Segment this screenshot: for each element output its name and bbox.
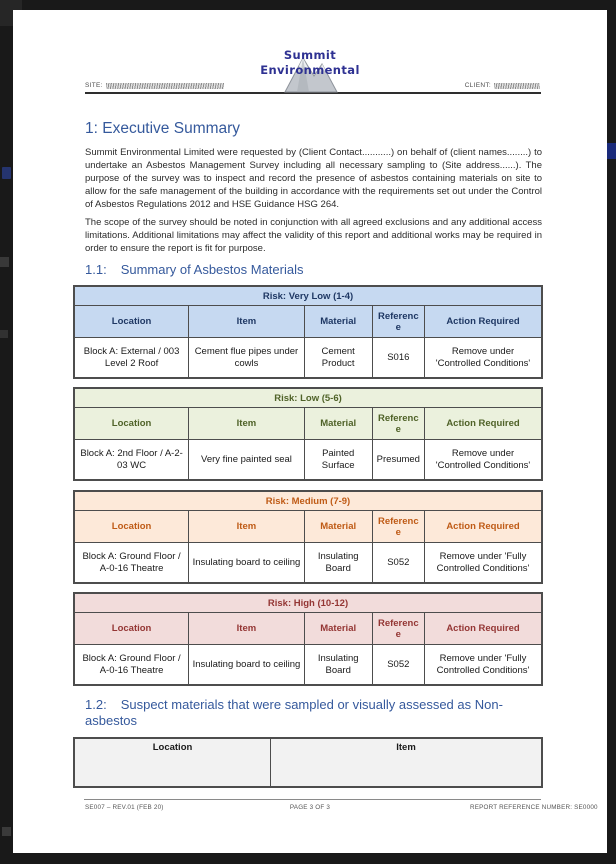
background-artifact: [0, 330, 8, 338]
section-number: 1.2:: [85, 697, 107, 712]
col-header-reference: Reference: [372, 306, 424, 338]
client-redacted-value: [494, 83, 540, 89]
risk-table-low: [73, 387, 543, 481]
cell-material: Insulating Board: [304, 645, 372, 686]
logo-line1: Summit: [283, 48, 337, 62]
col-header-material: Material: [304, 306, 372, 338]
footer-revision: SE007 – REV.01 (FEB 20): [85, 804, 164, 811]
cell-action: Remove under 'Controlled Conditions': [425, 440, 542, 481]
background-artifact: [2, 827, 11, 836]
col-header-location: Location: [74, 511, 189, 543]
table-row: [74, 543, 542, 584]
table-row: [74, 440, 542, 481]
risk-band-title: Risk: Very Low (1-4): [74, 286, 542, 306]
table-row: [74, 645, 542, 686]
col-header-material: Material: [304, 511, 372, 543]
client-field: [465, 82, 540, 89]
col-header-reference: Reference: [372, 408, 424, 440]
table-row: [74, 738, 542, 787]
section-title: Suspect materials that were sampled or visually assessed as Non-asbestos: [85, 697, 503, 728]
cell-item: Very fine painted seal: [189, 440, 305, 481]
col-header-item: Item: [189, 613, 305, 645]
page-title: 1: Executive Summary: [85, 120, 241, 137]
footer-report-reference: REPORT REFERENCE NUMBER: SE0000: [470, 804, 598, 811]
cell-action: Remove under 'Fully Controlled Conditions': [425, 543, 542, 584]
intro-paragraph: Summit Environmental Limited were requested by (Client Contact...........) on behalf of (client names........) to undertake an Asbestos Management Survey including all necessary sampling to (Site address......). The purpose of the survey was to inspect and record the presence of asbestos containing materials on site to allow for the safe management of the building in accordance with the requirements set out under the Control of Asbestos Regulations 2012 and HSE Guidance HSG 264.: [85, 147, 542, 210]
cell-reference: S052: [372, 645, 424, 686]
cell-reference: Presumed: [372, 440, 424, 481]
cell-location: Block A: Ground Floor / A-0-16 Theatre: [74, 645, 189, 686]
cell-location: Block A: External / 003 Level 2 Roof: [74, 338, 189, 379]
col-header-action: Action Required: [425, 306, 542, 338]
cell-item: Cement flue pipes under cowls: [189, 338, 305, 379]
col-header-action: Action Required: [425, 613, 542, 645]
col-header-item: Item: [189, 306, 305, 338]
col-header-location: Location: [74, 738, 271, 787]
col-header-reference: Reference: [372, 613, 424, 645]
company-logo: [13, 48, 607, 100]
col-header-item: Item: [189, 408, 305, 440]
col-header-action: Action Required: [425, 408, 542, 440]
cell-action: Remove under 'Controlled Conditions': [425, 338, 542, 379]
risk-table-medium: [73, 490, 543, 584]
cell-location: Block A: Ground Floor / A-0-16 Theatre: [74, 543, 189, 584]
risk-table-high: [73, 592, 543, 686]
col-header-item: Item: [189, 511, 305, 543]
col-header-item: Item: [271, 738, 542, 787]
footer-page-number: PAGE 3 OF 3: [289, 804, 331, 811]
site-label: SITE:: [85, 82, 103, 89]
col-header-material: Material: [304, 408, 372, 440]
background-artifact: [0, 257, 9, 267]
non-asbestos-table: [73, 737, 543, 788]
cell-material: Insulating Board: [304, 543, 372, 584]
cell-material: Cement Product: [304, 338, 372, 379]
col-header-material: Material: [304, 613, 372, 645]
site-redacted-value: [106, 83, 224, 89]
col-header-location: Location: [74, 613, 189, 645]
section-number: 1.1:: [85, 262, 107, 277]
risk-band-title: Risk: High (10-12): [74, 593, 542, 613]
cell-reference: S052: [372, 543, 424, 584]
cell-material: Painted Surface: [304, 440, 372, 481]
section-heading-1-1: [85, 262, 543, 278]
col-header-action: Action Required: [425, 511, 542, 543]
client-label: CLIENT:: [464, 82, 491, 89]
risk-band-title: Risk: Low (5-6): [74, 388, 542, 408]
risk-table-very-low: [73, 285, 543, 379]
site-field: [85, 82, 224, 89]
logo-text: [13, 48, 607, 78]
cell-item: Insulating board to ceiling: [189, 543, 305, 584]
scope-paragraph: The scope of the survey should be noted in conjunction with all agreed exclusions and any additional access limitations. Additional limitations may affect the validity of this report and additional works may be required in order to ensure the report is fit for purpose.: [85, 217, 542, 254]
footer-divider: [84, 799, 541, 800]
risk-band-title: Risk: Medium (7-9): [74, 491, 542, 511]
cell-reference: S016: [372, 338, 424, 379]
col-header-reference: Reference: [372, 511, 424, 543]
background-artifact: [2, 167, 11, 179]
cell-action: Remove under 'Fully Controlled Conditions': [425, 645, 542, 686]
cell-location: Block A: 2nd Floor / A-2-03 WC: [74, 440, 189, 481]
report-page: [13, 10, 607, 853]
section-title: Summary of Asbestos Materials: [120, 262, 304, 277]
col-header-location: Location: [74, 306, 189, 338]
table-row: [74, 338, 542, 379]
cell-item: Insulating board to ceiling: [189, 645, 305, 686]
logo-line2: Environmental: [260, 63, 360, 77]
section-heading-1-2: [85, 697, 543, 729]
col-header-location: Location: [74, 408, 189, 440]
